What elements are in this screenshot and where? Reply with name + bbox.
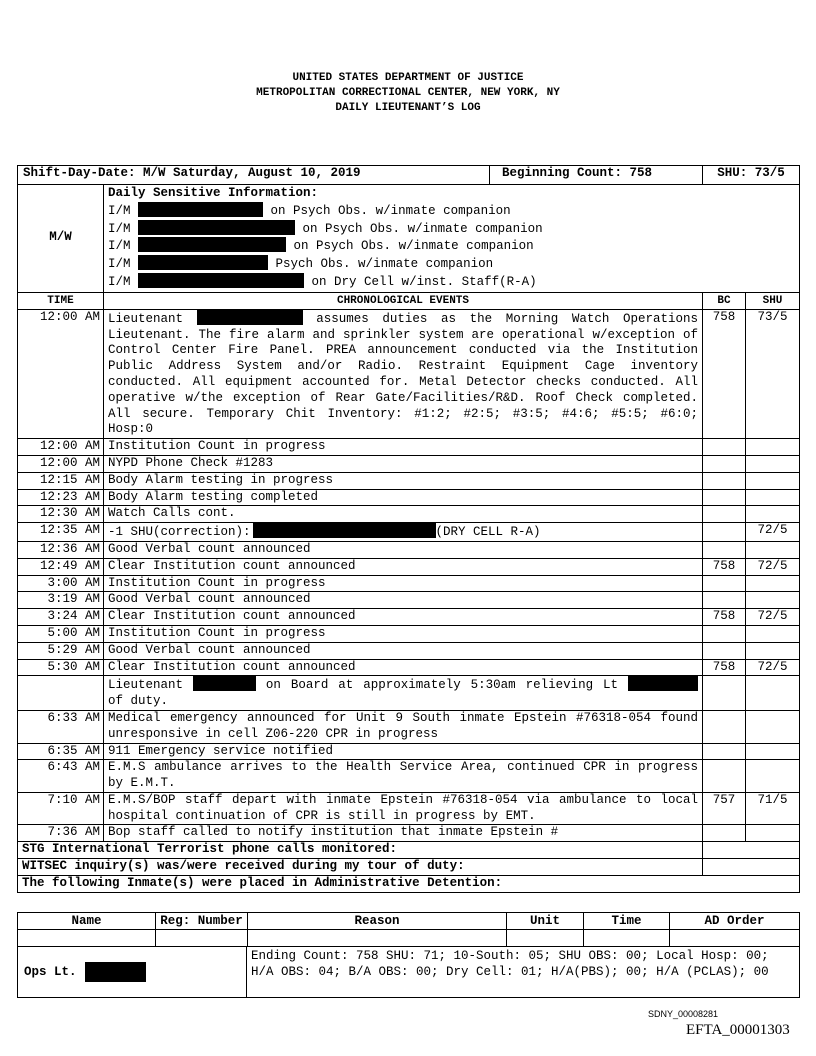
event-row (18, 592, 800, 609)
event-row (18, 558, 800, 575)
event-text-end: of duty. (108, 694, 169, 709)
event-text: Good Verbal count announced (104, 642, 703, 659)
sensitive-line-text: on Psych Obs. w/inmate companion (270, 203, 511, 218)
event-row (18, 659, 800, 676)
event-row (18, 439, 800, 456)
inmate-prefix: I/M (108, 203, 131, 218)
event-time: 6:33 AM (18, 710, 104, 743)
empty-cell (18, 930, 156, 947)
sensitive-line-text: on Psych Obs. w/inmate companion (302, 221, 543, 236)
event-shu (746, 676, 800, 711)
sdny-bates-number: SDNY_00008281 (648, 1009, 719, 1019)
sensitive-line-text: on Psych Obs. w/inmate companion (293, 239, 534, 254)
event-shu (746, 489, 800, 506)
sensitive-info-cell (104, 185, 800, 293)
admin-detention-line: The following Inmate(s) were placed in Administrative Detention: (18, 875, 800, 892)
reg-number-header: Reg: Number (156, 913, 248, 930)
event-time: 7:36 AM (18, 825, 104, 842)
event-shu: 72/5 (746, 659, 800, 676)
event-text: Bop staff called to notify institution that inmate Epstein # (104, 825, 703, 842)
event-time: 12:00 AM (18, 455, 104, 472)
event-row (18, 472, 800, 489)
shu-column-header: SHU (746, 292, 800, 309)
event-time: 5:29 AM (18, 642, 104, 659)
event-shu (746, 710, 800, 743)
closing-cell (18, 947, 800, 998)
event-time: 12:36 AM (18, 541, 104, 558)
event-shu (746, 472, 800, 489)
beginning-count: Beginning Count: 758 (502, 166, 653, 180)
event-text: E.M.S/BOP staff depart with inmate Epstein #76318-054 via ambulance to local hospital continuation of CPR is still in progress by EMT. (104, 792, 703, 825)
event-bc (703, 489, 746, 506)
event-time: 12:49 AM (18, 558, 104, 575)
time-column-header: TIME (18, 292, 104, 309)
event-text-end: (DRY CELL R-A) (435, 525, 541, 540)
event-bc: 758 (703, 309, 746, 438)
event-time (18, 676, 104, 711)
redaction-block (138, 202, 263, 217)
empty-cell (156, 930, 248, 947)
event-text-start: Lieutenant (108, 311, 184, 326)
event-shu: 73/5 (746, 309, 800, 438)
event-text-start: Lieutenant (108, 678, 184, 693)
event-shu (746, 743, 800, 760)
ending-count: Ending Count: 758 SHU: 71; 10-South: 05; SHU OBS: 00; Local Hosp: 00; H/A OBS: 04; B/A OBS: 00; Dry Cell: 01; H/A(PBS); 00; H/A (PCLAS); 00 (251, 949, 769, 979)
witsec-row (18, 859, 800, 876)
event-time: 12:00 AM (18, 309, 104, 438)
daily-log-table (17, 165, 800, 893)
event-time: 6:35 AM (18, 743, 104, 760)
unit-header: Unit (507, 913, 584, 930)
redaction-block (628, 676, 698, 691)
event-text: Institution Count in progress (104, 439, 703, 456)
event-text: Clear Institution count announced (104, 659, 703, 676)
event-text: Institution Count in progress (104, 625, 703, 642)
inmate-prefix: I/M (108, 221, 131, 236)
sensitive-line (108, 273, 795, 291)
event-text: Body Alarm testing completed (104, 489, 703, 506)
event-bc (703, 575, 746, 592)
redaction-block (138, 255, 268, 270)
efta-bates-number: EFTA_00001303 (686, 1022, 790, 1038)
shift-day-date: Shift-Day-Date: M/W Saturday, August 10, 2019 (18, 166, 490, 184)
event-row (18, 676, 800, 711)
closing-row (18, 947, 800, 998)
column-header-row (18, 292, 800, 309)
event-time: 3:24 AM (18, 609, 104, 626)
event-shu (746, 642, 800, 659)
witsec-inquiry-line: WITSEC inquiry(s) was/were received during my tour of duty: (18, 859, 703, 876)
inmate-prefix: I/M (108, 274, 131, 289)
event-text: Clear Institution count announced (104, 609, 703, 626)
empty-cell (584, 930, 670, 947)
event-text: Clear Institution count announced (104, 558, 703, 575)
inmate-prefix: I/M (108, 257, 131, 272)
event-bc (703, 541, 746, 558)
event-row (18, 455, 800, 472)
sensitive-line (108, 202, 795, 220)
stg-value (703, 842, 800, 859)
event-row (18, 760, 800, 793)
admin-detention-table (17, 912, 800, 998)
name-header: Name (18, 913, 156, 930)
shift-cell (18, 166, 703, 185)
event-row (18, 489, 800, 506)
event-shu: 72/5 (746, 609, 800, 626)
event-shu (746, 825, 800, 842)
event-row (18, 523, 800, 542)
admin-empty-row (18, 930, 800, 947)
event-shu (746, 575, 800, 592)
event-time: 5:00 AM (18, 625, 104, 642)
event-row (18, 625, 800, 642)
event-text-end: assumes duties as the Morning Watch Operations Lieutenant. The fire alarm and sprinkler system are operational w/exception of Control Center Fire Panel. PREA announcement conducted via the Institution Public Address System and/or Radio. Restraint Equipment Cage inventory conducted. All equipment accounted for. Metal Detector checks conducted. All operative w/the exception of Rear Gate/Facilities/R&D. Roof Check completed. All secure. Temporary Chit Inventory: #1:2; #2:5; #3:5; #4:6; #5:5; #6:0; Hosp:0 (108, 311, 698, 437)
event-shu (746, 541, 800, 558)
bc-column-header: BC (703, 292, 746, 309)
empty-cell (507, 930, 584, 947)
event-text: Watch Calls cont. (104, 506, 703, 523)
event-shu (746, 439, 800, 456)
event-bc (703, 625, 746, 642)
event-text: Good Verbal count announced (104, 541, 703, 558)
event-shu: 72/5 (746, 558, 800, 575)
event-bc (703, 439, 746, 456)
redaction-block (85, 962, 146, 982)
event-shu (746, 625, 800, 642)
event-time: 12:35 AM (18, 523, 104, 542)
event-time: 3:19 AM (18, 592, 104, 609)
event-text: Institution Count in progress (104, 575, 703, 592)
event-text: 911 Emergency service notified (104, 743, 703, 760)
admin-table-header-row (18, 913, 800, 930)
sensitive-line (108, 255, 795, 273)
event-bc (703, 760, 746, 793)
event-row (18, 309, 800, 438)
event-row (18, 825, 800, 842)
sensitive-info-row (18, 185, 800, 293)
event-shu (746, 506, 800, 523)
event-row (18, 710, 800, 743)
event-time: 12:00 AM (18, 439, 104, 456)
admin-detention-row (18, 875, 800, 892)
redaction-block (197, 310, 303, 325)
event-row (18, 743, 800, 760)
event-row (18, 575, 800, 592)
inmate-prefix: I/M (108, 239, 131, 254)
empty-cell (248, 930, 507, 947)
event-bc (703, 506, 746, 523)
event-bc: 757 (703, 792, 746, 825)
event-time: 12:30 AM (18, 506, 104, 523)
event-row (18, 609, 800, 626)
stg-row (18, 842, 800, 859)
event-bc: 758 (703, 609, 746, 626)
time-header: Time (584, 913, 670, 930)
event-bc (703, 472, 746, 489)
event-shu (746, 760, 800, 793)
event-text: Good Verbal count announced (104, 592, 703, 609)
event-time: 12:15 AM (18, 472, 104, 489)
shift-header-row (18, 166, 800, 185)
event-text-start: -1 SHU(correction): (108, 525, 251, 540)
sensitive-line-text: on Dry Cell w/inst. Staff(R-A) (311, 274, 537, 289)
sensitive-line (108, 220, 795, 238)
event-row (18, 792, 800, 825)
redaction-block (138, 220, 295, 235)
stg-calls-line: STG International Terrorist phone calls monitored: (18, 842, 703, 859)
sensitive-info-title: Daily Sensitive Information: (108, 186, 319, 200)
event-time: 7:10 AM (18, 792, 104, 825)
event-text: Body Alarm testing in progress (104, 472, 703, 489)
event-shu (746, 592, 800, 609)
event-shu (746, 455, 800, 472)
redaction-block (253, 523, 436, 538)
ad-order-header: AD Order (670, 913, 800, 930)
events-column-header: CHRONOLOGICAL EVENTS (104, 292, 703, 309)
ops-lieutenant (18, 947, 247, 997)
shift-code: M/W (18, 185, 104, 293)
event-bc (703, 592, 746, 609)
event-time: 3:00 AM (18, 575, 104, 592)
event-time: 6:43 AM (18, 760, 104, 793)
redaction-block (138, 237, 286, 252)
shu-count: SHU: 73/5 (703, 166, 800, 185)
event-text: NYPD Phone Check #1283 (104, 455, 703, 472)
event-text: E.M.S ambulance arrives to the Health Service Area, continued CPR in progress by E.M.T. (104, 760, 703, 793)
empty-cell (670, 930, 800, 947)
event-bc: 758 (703, 558, 746, 575)
event-bc (703, 825, 746, 842)
header-department: UNITED STATES DEPARTMENT OF JUSTICE (292, 72, 524, 84)
redaction-block (138, 273, 304, 288)
event-bc (703, 523, 746, 542)
reason-header: Reason (248, 913, 507, 930)
event-bc (703, 710, 746, 743)
event-bc (703, 642, 746, 659)
event-text: Medical emergency announced for Unit 9 South inmate Epstein #76318-054 found unresponsive in cell Z06-220 CPR in progress (104, 710, 703, 743)
event-shu: 71/5 (746, 792, 800, 825)
event-text (104, 676, 703, 711)
ops-lt-label: Ops Lt. (24, 965, 77, 979)
event-time: 5:30 AM (18, 659, 104, 676)
sensitive-line-text: Psych Obs. w/inmate companion (275, 257, 494, 272)
event-shu: 72/5 (746, 523, 800, 542)
header-facility: METROPOLITAN CORRECTIONAL CENTER, NEW YORK, NY (256, 87, 560, 99)
event-bc: 758 (703, 659, 746, 676)
event-row (18, 541, 800, 558)
header-log-title: DAILY LIEUTENANT’S LOG (335, 102, 481, 114)
sensitive-line (108, 237, 795, 255)
event-row (18, 506, 800, 523)
event-text-middle: on Board at approximately 5:30am relieving Lt (265, 678, 619, 693)
event-row (18, 642, 800, 659)
event-bc (703, 676, 746, 711)
event-time: 12:23 AM (18, 489, 104, 506)
redaction-block (193, 676, 256, 691)
event-text (104, 523, 703, 542)
event-text (104, 309, 703, 438)
event-bc (703, 455, 746, 472)
event-bc (703, 743, 746, 760)
witsec-value (703, 859, 800, 876)
